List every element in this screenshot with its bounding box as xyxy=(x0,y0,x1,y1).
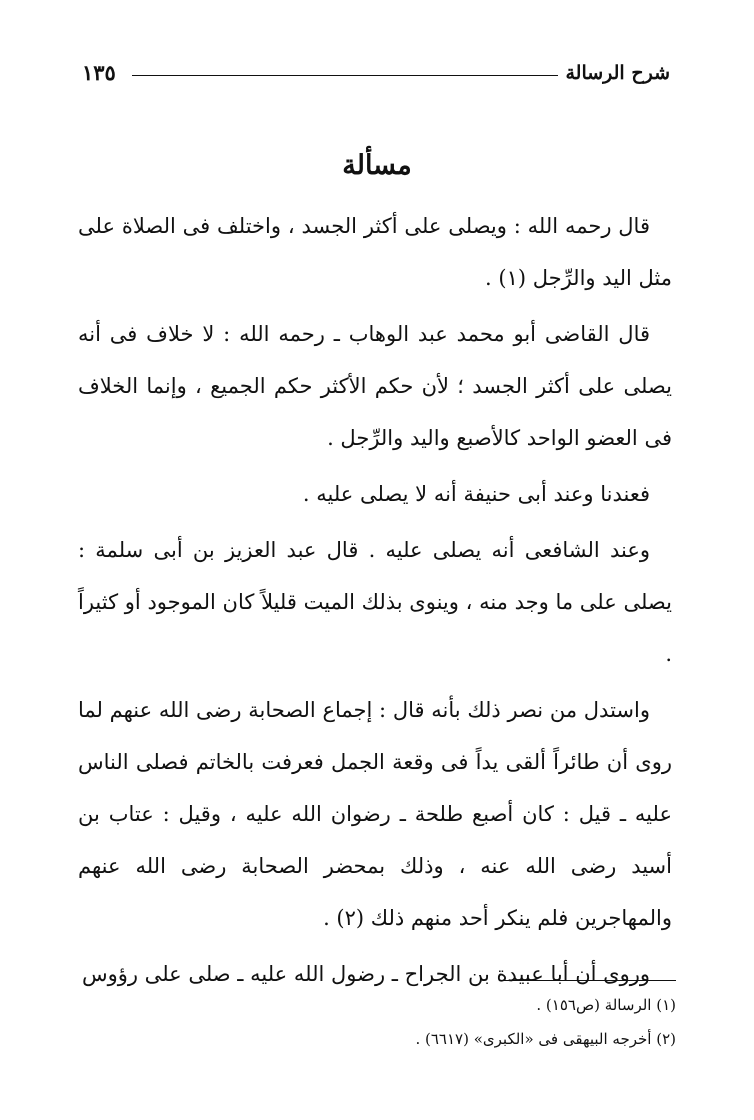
footnotes xyxy=(82,988,676,1056)
body-text xyxy=(78,200,672,1000)
footnote: (٢) أخرجه البيهقى فى «الكبرى» (٦٦١٧) . xyxy=(415,1030,676,1048)
paragraph: واستدل من نصر ذلك بأنه قال : إجماع الصحابة رضى الله عنهم لما روى أن طائراً ألقى يداً فى وقعة الجمل فعرفت بالخاتم فصلى الناس عليه ـ قيل : كان أصبع طلحة ـ رضوان الله عليه ، وقيل : عتاب بن أسيد رضى الله عنه ، وذلك بمحضر الصحابة رضى الله عنهم والمهاجرين فلم ينكر أحد منهم ذلك (٢) . xyxy=(78,698,672,930)
running-header-title: شرح الرسالة xyxy=(565,62,670,84)
paragraph: فعندنا وعند أبى حنيفة أنه لا يصلى عليه . xyxy=(302,482,650,506)
paragraph: وعند الشافعى أنه يصلى عليه . قال عبد العزيز بن أبى سلمة : يصلى على ما وجد منه ، وينوى بذلك الميت قليلاً كان الموجود أو كثيراً . xyxy=(78,538,672,666)
footnote: (١) الرسالة (ص١٥٦) . xyxy=(536,996,676,1014)
page-number: ١٣٥ xyxy=(82,60,116,85)
paragraph: قال القاضى أبو محمد عبد الوهاب ـ رحمه الله : لا خلاف فى أنه يصلى على أكثر الجسد ؛ لأن حكم الأكثر حكم الجميع ، وإنما الخلاف فى العضو الواحد كالأصبع واليد والرِّجل . xyxy=(78,322,672,450)
footnote-rule xyxy=(500,980,676,981)
section-heading: مسألة xyxy=(342,150,412,181)
paragraph: وروى أن أبا عبيدة بن الجراح ـ رضول الله عليه ـ صلى على رؤوس xyxy=(81,962,650,986)
header-rule xyxy=(132,75,558,76)
running-header xyxy=(82,58,670,92)
paragraph: قال رحمه الله : ويصلى على أكثر الجسد ، واختلف فى الصلاة على مثل اليد والرِّجل (١) . xyxy=(78,214,672,290)
